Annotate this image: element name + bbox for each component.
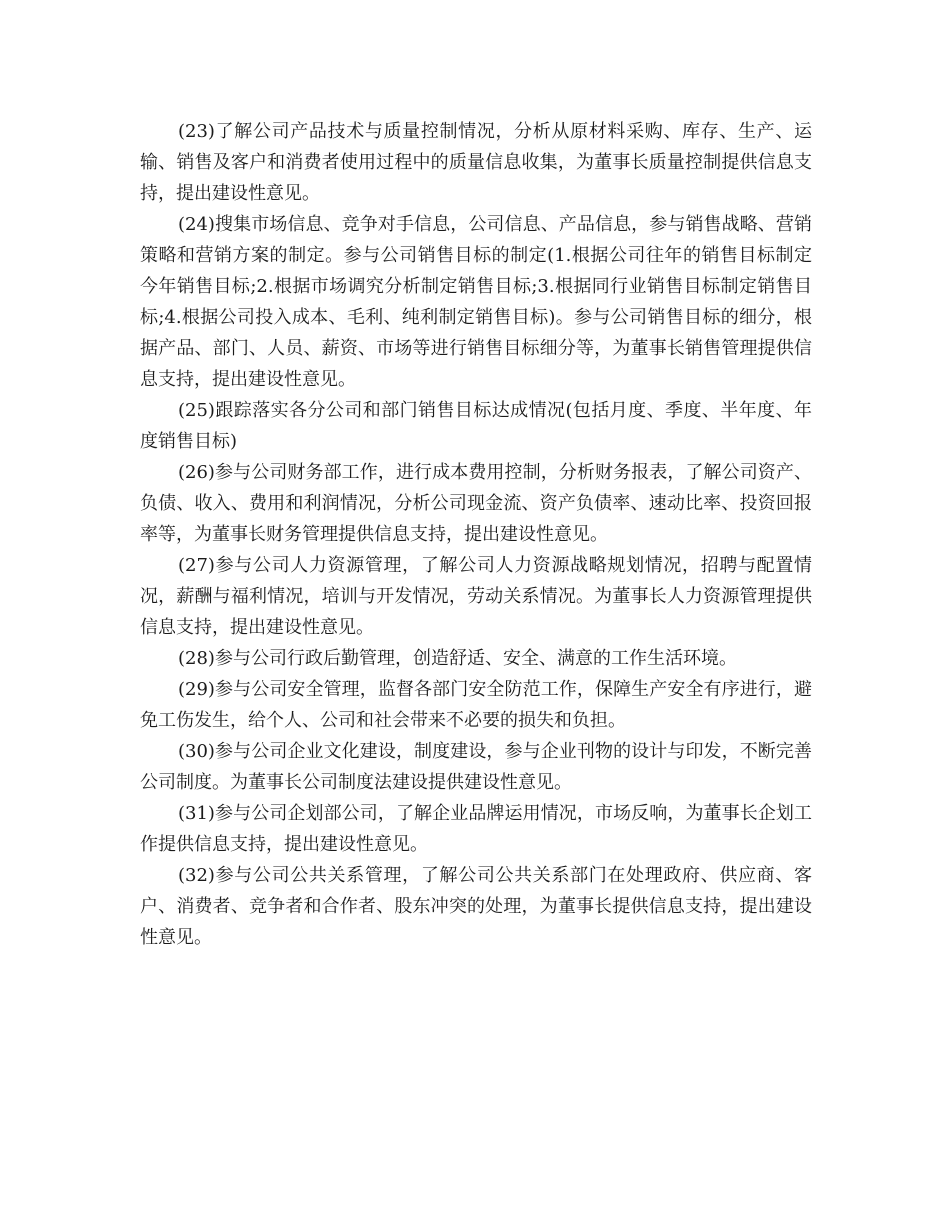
paragraph-26: (26)参与公司财务部工作，进行成本费用控制，分析财务报表，了解公司资产、负债、收入、费用和利润情况，分析公司现金流、资产负债率、速动比率、投资回报率等，为董事长财务管理提供信息支持，提出建设性意见。 <box>140 462 812 545</box>
paragraph-27: (27)参与公司人力资源管理，了解公司人力资源战略规划情况，招聘与配置情况，薪酬与福利情况，培训与开发情况，劳动关系情况。为董事长人力资源管理提供信息支持，提出建设性意见。 <box>140 555 812 638</box>
paragraph-24: (24)搜集市场信息、竞争对手信息，公司信息、产品信息，参与销售战略、营销策略和营销方案的制定。参与公司销售目标的制定(1.根据公司往年的销售目标制定今年销售目标;2.根据市场调究分析制定销售目标;3.根据同行业销售目标制定销售目标;4.根据公司投入成本、毛利、纯利制定销售目标)。参与公司销售目标的细分，根据产品、部门、人员、薪资、市场等进行销售目标细分等，为董事长销售管理提供信息支持，提出建设性意见。 <box>140 214 812 390</box>
paragraph-29: (29)参与公司安全管理，监督各部门安全防范工作，保障生产安全有序进行，避免工伤发生，给个人、公司和社会带来不必要的损失和负担。 <box>140 679 812 731</box>
paragraph-32: (32)参与公司公共关系管理，了解公司公共关系部门在处理政府、供应商、客户、消费者、竞争者和合作者、股东冲突的处理，为董事长提供信息支持，提出建设性意见。 <box>140 865 812 948</box>
paragraph-30: (30)参与公司企业文化建设，制度建设，参与企业刊物的设计与印发，不断完善公司制度。为董事长公司制度法建设提供建设性意见。 <box>140 741 812 793</box>
document-body <box>140 116 812 953</box>
paragraph-23: (23)了解公司产品技术与质量控制情况，分析从原材料采购、库存、生产、运输、销售及客户和消费者使用过程中的质量信息收集，为董事长质量控制提供信息支持，提出建设性意见。 <box>140 121 812 204</box>
paragraph-28: (28)参与公司行政后勤管理，创造舒适、安全、满意的工作生活环境。 <box>178 648 737 669</box>
paragraph-31: (31)参与公司企划部公司，了解企业品牌运用情况，市场反响，为董事长企划工作提供信息支持，提出建设性意见。 <box>140 803 812 855</box>
paragraph-25: (25)跟踪落实各分公司和部门销售目标达成情况(包括月度、季度、半年度、年度销售目标) <box>140 400 812 452</box>
